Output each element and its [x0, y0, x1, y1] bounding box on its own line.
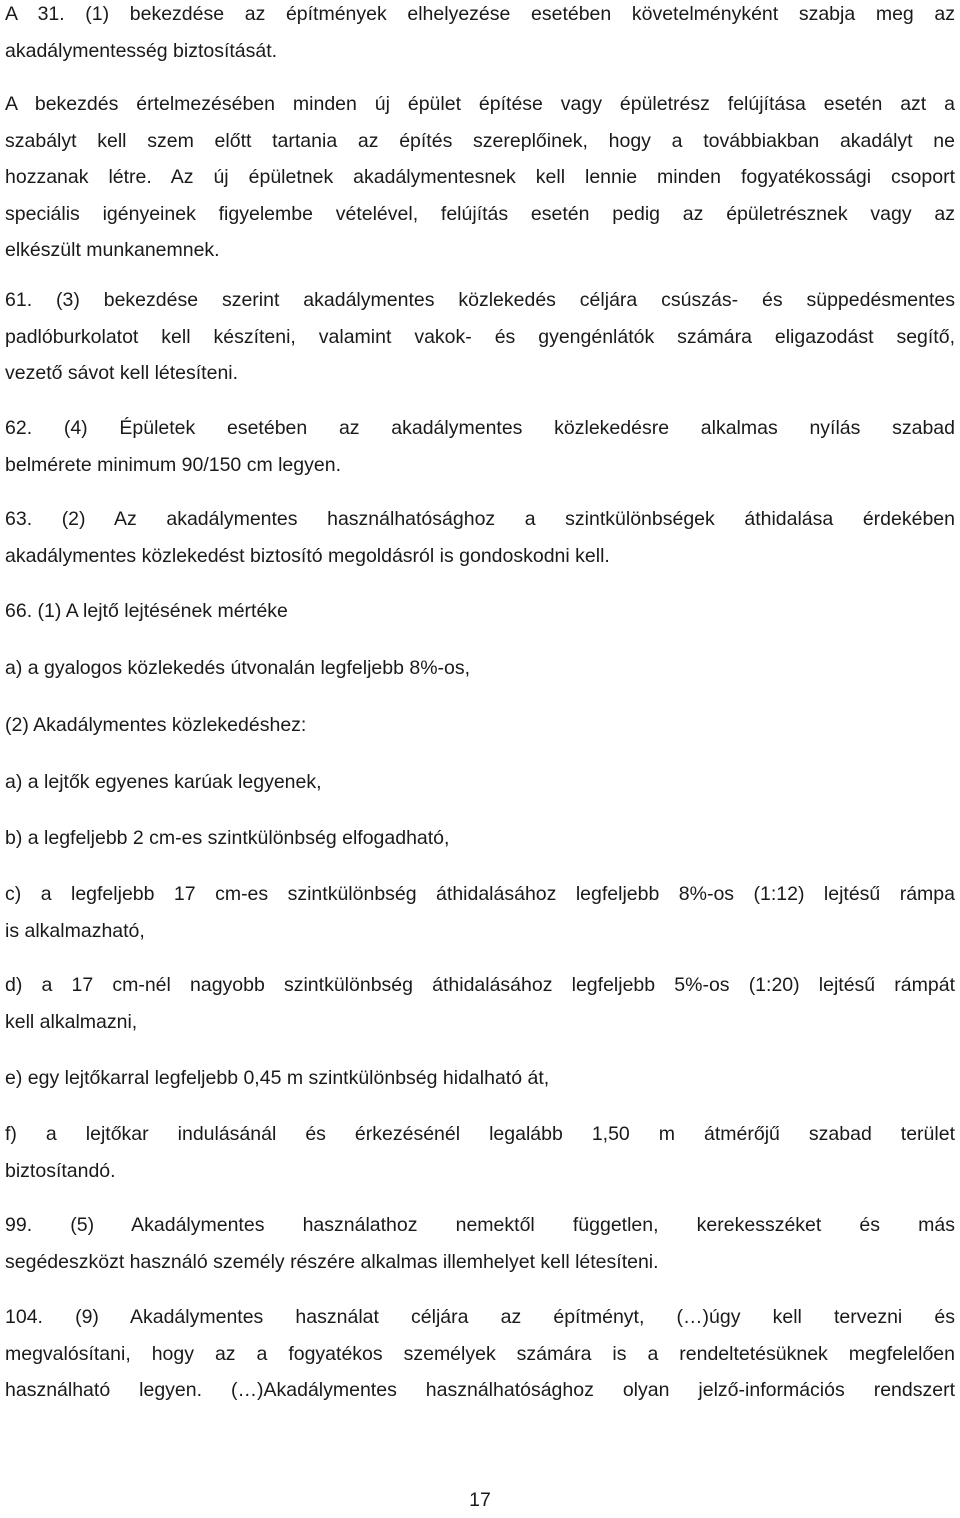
list-item-a	[5, 764, 955, 801]
list-item-f	[5, 1116, 955, 1189]
text-line: f) a lejtőkar indulásánál és érkezésénél legalább 1,50 m átmérőjű szabad terület	[5, 1123, 955, 1145]
text-line: szabályt kell szem előtt tartania az építés szereplőinek, hogy a továbbiakban akadályt ne	[5, 129, 955, 152]
text-line: (2) Akadálymentes közlekedéshez:	[5, 714, 307, 736]
text-line: 61. (3) bekezdése szerint akadálymentes közlekedés céljára csúszás- és süppedésmentes	[5, 289, 955, 311]
paragraph-99	[5, 1207, 955, 1280]
text-line: d) a 17 cm-nél nagyobb szintkülönbség áthidalásához legfeljebb 5%-os (1:20) lejtésű rámpát	[5, 974, 955, 996]
paragraph-a31	[5, 0, 955, 69]
text-line: 104. (9) Akadálymentes használat céljára az építményt, (…)úgy kell tervezni és	[5, 1306, 955, 1328]
text-line: megvalósítani, hogy az a fogyatékos személyek számára is a rendeltetésüknek megfelelően	[5, 1342, 955, 1365]
page-number: 17	[469, 1489, 491, 1511]
text-line: padlóburkolatot kell készíteni, valamint vakok- és gyengénlátók számára eligazodást segítő,	[5, 325, 955, 348]
text-line: elkészült munkanemnek.	[5, 239, 220, 261]
text-line: b) a legfeljebb 2 cm-es szintkülönbség elfogadható,	[5, 827, 450, 849]
paragraph-63	[5, 501, 955, 574]
text-line: c) a legfeljebb 17 cm-es szintkülönbség áthidalásához legfeljebb 8%-os (1:12) lejtésű rámpa	[5, 883, 955, 905]
text-line: használható legyen. (…)Akadálymentes használhatósághoz olyan jelző-információs rendszert	[5, 1379, 955, 1401]
paragraph-104	[5, 1299, 955, 1409]
paragraph-62	[5, 410, 955, 483]
text-line: belmérete minimum 90/150 cm legyen.	[5, 453, 341, 476]
text-line: 62. (4) Épületek esetében az akadálymentes közlekedésre alkalmas nyílás szabad	[5, 417, 955, 439]
text-line: segédeszközt használó személy részére alkalmas illemhelyet kell létesíteni.	[5, 1250, 659, 1273]
paragraph-interpretation	[5, 86, 955, 269]
text-line: a) a gyalogos közlekedés útvonalán legfeljebb 8%-os,	[5, 657, 471, 679]
text-line: A 31. (1) bekezdése az építmények elhelyezése esetében követelményként szabja meg az	[5, 3, 955, 25]
text-line: 99. (5) Akadálymentes használathoz nemektől független, kerekesszéket és más	[5, 1214, 955, 1236]
text-line: 66. (1) A lejtő lejtésének mértéke	[5, 600, 288, 622]
text-line: biztosítandó.	[5, 1159, 116, 1182]
text-line: speciális igényeinek figyelembe vételével, felújítás esetén pedig az épületrésznek vagy az	[5, 202, 955, 225]
text-line: vezető sávot kell létesíteni.	[5, 362, 239, 384]
paragraph-66-2	[5, 707, 955, 744]
paragraph-66	[5, 593, 955, 630]
list-item-d	[5, 967, 955, 1040]
text-line: A bekezdés értelmezésében minden új épület építése vagy épületrész felújítása esetén azt a	[5, 93, 955, 115]
text-line: akadálymentes közlekedést biztosító megoldásról is gondoskodni kell.	[5, 544, 610, 567]
text-line: hozzanak létre. Az új épületnek akadálymentesnek kell lennie minden fogyatékossági csoport	[5, 166, 955, 188]
list-item-b	[5, 820, 955, 857]
text-line: akadálymentesség biztosítását.	[5, 39, 278, 62]
list-item-e	[5, 1060, 955, 1097]
text-line: 63. (2) Az akadálymentes használhatósághoz a szintkülönbségek áthidalása érdekében	[5, 508, 955, 530]
list-item-66-a	[5, 650, 955, 687]
text-line: kell alkalmazni,	[5, 1010, 138, 1033]
text-line: a) a lejtők egyenes karúak legyenek,	[5, 771, 322, 793]
list-item-c	[5, 876, 955, 949]
text-line: is alkalmazható,	[5, 919, 145, 942]
text-line: e) egy lejtőkarral legfeljebb 0,45 m szintkülönbség hidalható át,	[5, 1067, 550, 1089]
paragraph-61	[5, 282, 955, 392]
